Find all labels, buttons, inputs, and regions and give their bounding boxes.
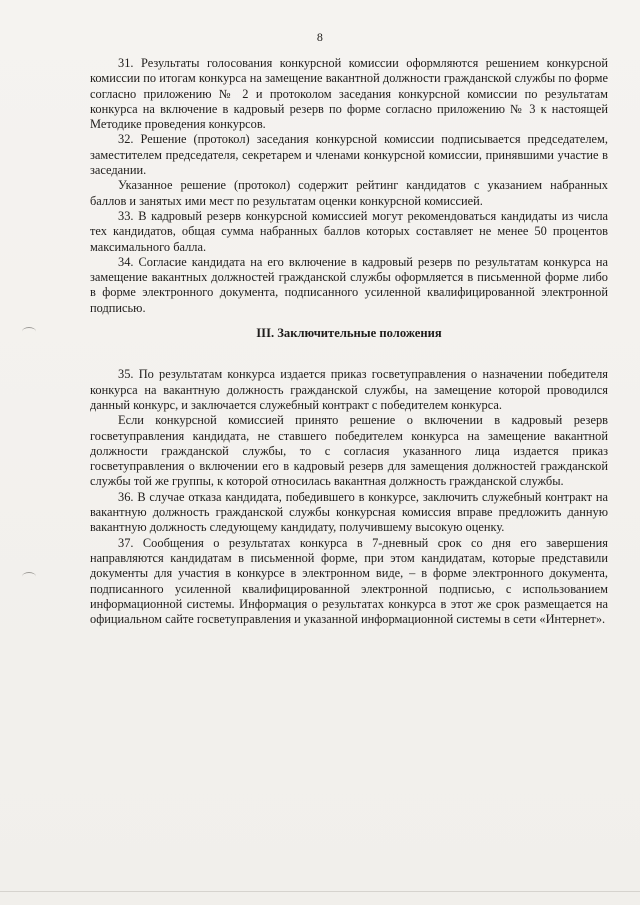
punch-hole-mark-top [22,327,36,336]
section-heading: III. Заключительные положения [256,326,442,341]
paragraph-35-continuation: Если конкурсной комиссией принято решение о включении в кадровый резерв госветуправления кандидата, не ставшего победителем конкурса на замещение вакантной должности гражданской службы, то с согласия указанного лица издается приказ госветуправления о включении его в кадровый резерв для замещения должностей гражданской службы той же группы, к которой относилась вакантная должность гражданской службы. [90,413,608,489]
paragraph-33: 33. В кадровый резерв конкурсной комиссией могут рекомендоваться кандидаты из числа тех кандидатов, общая сумма набранных баллов которых составляет не менее 50 процентов максимального балла. [90,208,608,254]
punch-hole-mark-bottom [22,572,36,581]
page-number: 8 [316,30,324,44]
paragraph-35: 35. По результатам конкурса издается приказ госветуправления о назначении победителя конкурса на вакантную должность гражданской службы, на замещение которой проводился данный конкурс, и заключается служебный контракт с победителем конкурса. [90,367,608,412]
scan-bottom-edge [0,891,640,892]
paragraph-34: 34. Согласие кандидата на его включение в кадровый резерв по результатам конкурса на замещение вакантных должностей гражданской службы оформляется в письменной форме либо в форме электронного документа, подписанного усиленной квалифицированной электронной подписью. [90,254,608,315]
paragraph-32-continuation: Указанное решение (протокол) содержит рейтинг кандидатов с указанием набранных баллов и занятых ими мест по результатам оценки конкурсной комиссией. [90,178,608,208]
document-body [90,56,608,627]
paragraph-31: 31. Результаты голосования конкурсной комиссии оформляются решением конкурсной комиссии по итогам конкурса на замещение вакантной должности гражданской службы по форме согласно приложению № 2 и протоколом заседания конкурсной комиссии по результатам конкурса на включение в кадровый резерв по форме согласно приложению № 3 к настоящей Методике проведения конкурсов. [90,56,608,132]
paragraph-32: 32. Решение (протокол) заседания конкурсной комиссии подписывается председателем, заместителем председателя, секретарем и членами конкурсной комиссии, принявшими участие в заседании. [90,132,608,178]
paragraph-37: 37. Сообщения о результатах конкурса в 7-дневный срок со дня его завершения направляются кандидатам в письменной форме, при этом кандидатам, которые представили документы для участия в конкурсе в электронном виде, – в форме электронного документа, подписанного усиленной квалифицированной электронной подписью, с использованием информационной системы. Информация о результатах конкурса в этот же срок размещается на официальном сайте госветуправления и указанной информационной системы в сети «Интернет». [90,535,608,627]
paragraph-36: 36. В случае отказа кандидата, победившего в конкурсе, заключить служебный контракт на вакантную должность гражданской службы конкурсная комиссия вправе предложить данную вакантную должность следующему кандидату, получившему высокую оценку. [90,489,608,535]
